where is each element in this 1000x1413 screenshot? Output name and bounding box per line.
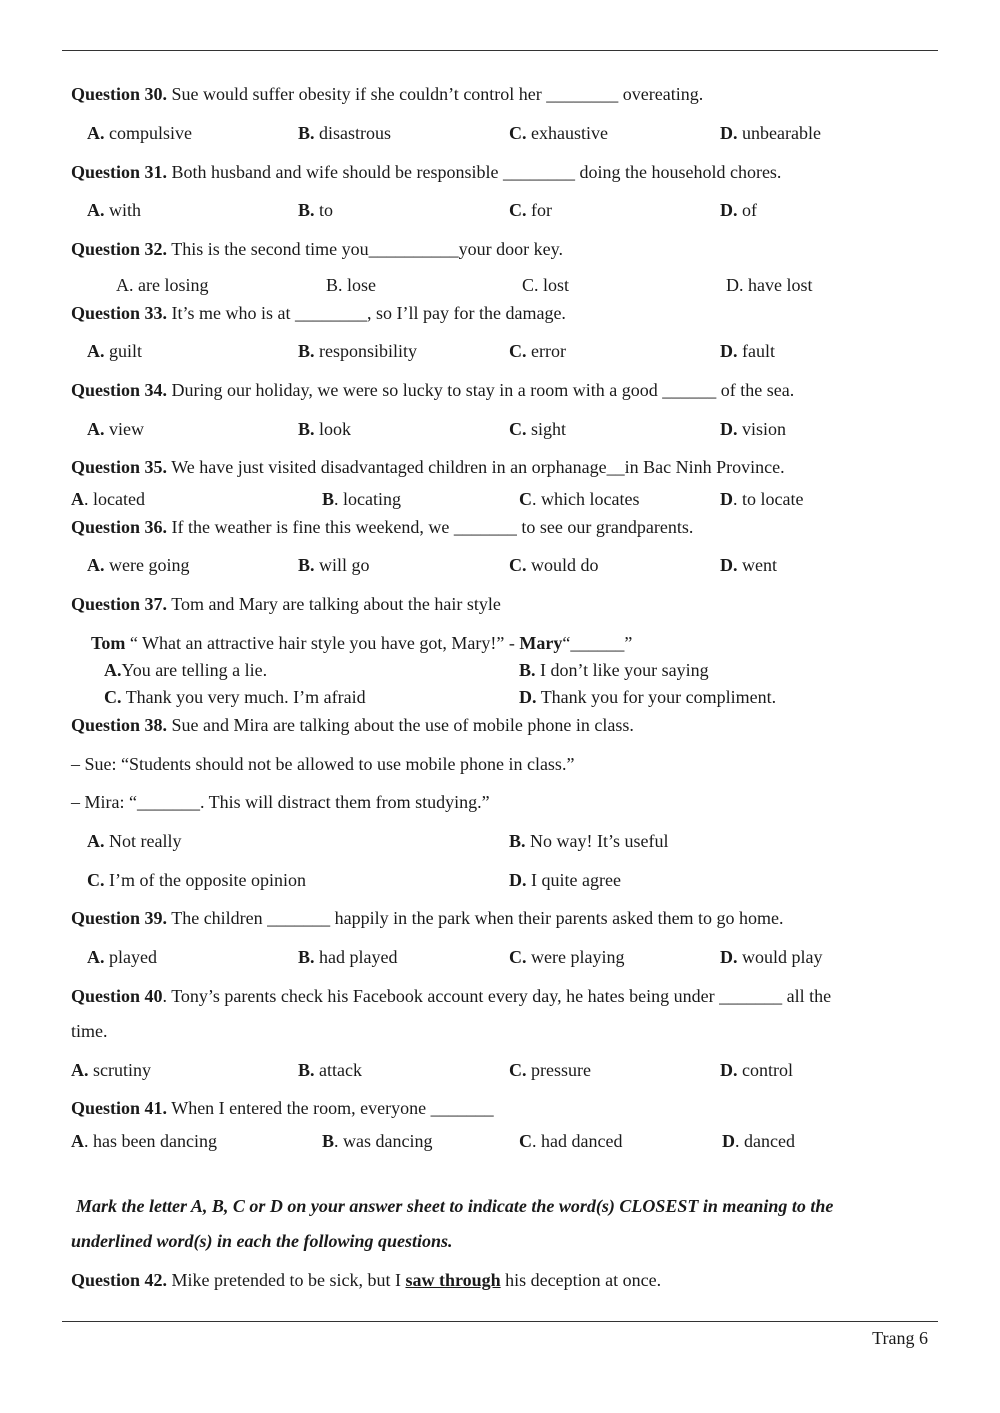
q30-option-b[interactable]: B. disastrous: [298, 123, 392, 143]
q34-option-b[interactable]: B. look: [298, 419, 352, 439]
bottom-rule: [62, 1321, 938, 1322]
q40-option-c[interactable]: C. pressure: [509, 1060, 591, 1080]
q42-underlined-phrase: saw through: [405, 1270, 501, 1290]
question-38: Question 38. Sue and Mira are talking about the use of mobile phone in class.: [71, 715, 634, 735]
q41-option-a[interactable]: A. has been dancing: [71, 1131, 217, 1151]
section-instruction-line2: underlined word(s) in each the following questions.: [71, 1231, 453, 1251]
q33-option-d[interactable]: D. fault: [720, 341, 775, 361]
q34-option-a[interactable]: A. view: [87, 419, 144, 439]
q38-option-a[interactable]: A. Not really: [87, 831, 182, 851]
q37-dialog: Tom “ What an attractive hair style you have got, Mary!” - Mary“______”: [91, 633, 633, 653]
q39-option-b[interactable]: B. had played: [298, 947, 398, 967]
question-30: Question 30. Sue would suffer obesity if she couldn’t control her ________ overeating.: [71, 84, 704, 104]
q30-option-d[interactable]: D. unbearable: [720, 123, 821, 143]
question-37: Question 37. Tom and Mary are talking about the hair style: [71, 594, 501, 614]
q31-option-c[interactable]: C. for: [509, 200, 552, 220]
question-36: Question 36. If the weather is fine this weekend, we _______ to see our grandparents.: [71, 517, 694, 537]
question-31: Question 31. Both husband and wife should be responsible ________ doing the household chores.: [71, 162, 782, 182]
question-40: Question 40. Tony’s parents check his Facebook account every day, he hates being under _______ all the: [71, 986, 832, 1006]
q41-option-b[interactable]: B. was dancing: [322, 1131, 433, 1151]
q36-option-c[interactable]: C. would do: [509, 555, 599, 575]
top-rule: [62, 50, 938, 51]
question-34: Question 34. During our holiday, we were so lucky to stay in a room with a good ______ of the sea.: [71, 380, 795, 400]
q34-option-d[interactable]: D. vision: [720, 419, 787, 439]
q35-option-a[interactable]: A. located: [71, 489, 145, 509]
q37-option-a[interactable]: A.You are telling a lie.: [104, 660, 268, 680]
q38-mira-line: – Mira: “_______. This will distract them from studying.”: [71, 792, 490, 812]
q39-option-c[interactable]: C. were playing: [509, 947, 625, 967]
q40-option-b[interactable]: B. attack: [298, 1060, 362, 1080]
question-35: Question 35. We have just visited disadvantaged children in an orphanage__in Bac Ninh Province.: [71, 457, 785, 477]
q33-option-b[interactable]: B. responsibility: [298, 341, 418, 361]
question-41: Question 41. When I entered the room, everyone _______: [71, 1098, 494, 1118]
section-instruction-line1: Mark the letter A, B, C or D on your answer sheet to indicate the word(s) CLOSEST in meaning to the: [76, 1196, 834, 1216]
q37-option-d[interactable]: D. Thank you for your compliment.: [519, 687, 777, 707]
question-33: Question 33. It’s me who is at ________, so I’ll pay for the damage.: [71, 303, 566, 323]
q31-option-d[interactable]: D. of: [720, 200, 757, 220]
question-40-cont: time.: [71, 1021, 108, 1041]
q36-option-d[interactable]: D. went: [720, 555, 777, 575]
q32-option-b[interactable]: B. lose: [326, 275, 377, 295]
q35-option-b[interactable]: B. locating: [322, 489, 401, 509]
q36-option-a[interactable]: A. were going: [87, 555, 190, 575]
question-39: Question 39. The children _______ happily in the park when their parents asked them to go home.: [71, 908, 784, 928]
q30-option-a[interactable]: A. compulsive: [87, 123, 192, 143]
q31-option-b[interactable]: B. to: [298, 200, 334, 220]
question-42: Question 42. Mike pretended to be sick, but I saw through his deception at once.: [71, 1270, 662, 1290]
q40-option-a[interactable]: A. scrutiny: [71, 1060, 151, 1080]
q41-option-d[interactable]: D. danced: [722, 1131, 795, 1151]
q33-option-c[interactable]: C. error: [509, 341, 566, 361]
q38-sue-line: – Sue: “Students should not be allowed to use mobile phone in class.”: [71, 754, 575, 774]
q34-option-c[interactable]: C. sight: [509, 419, 567, 439]
q39-option-d[interactable]: D. would play: [720, 947, 823, 967]
q37-option-b[interactable]: B. I don’t like your saying: [519, 660, 709, 680]
q38-option-d[interactable]: D. I quite agree: [509, 870, 621, 890]
q36-option-b[interactable]: B. will go: [298, 555, 370, 575]
q35-option-d[interactable]: D. to locate: [720, 489, 804, 509]
q38-option-c[interactable]: C. I’m of the opposite opinion: [87, 870, 306, 890]
q38-option-b[interactable]: B. No way! It’s useful: [509, 831, 669, 851]
q35-option-c[interactable]: C. which locates: [519, 489, 640, 509]
q40-option-d[interactable]: D. control: [720, 1060, 793, 1080]
q39-option-a[interactable]: A. played: [87, 947, 157, 967]
q41-option-c[interactable]: C. had danced: [519, 1131, 623, 1151]
q31-option-a[interactable]: A. with: [87, 200, 142, 220]
q30-option-c[interactable]: C. exhaustive: [509, 123, 608, 143]
q37-option-c[interactable]: C. Thank you very much. I’m afraid: [104, 687, 366, 707]
q32-option-a[interactable]: A. are losing: [116, 275, 209, 295]
q33-option-a[interactable]: A. guilt: [87, 341, 143, 361]
question-32: Question 32. This is the second time you__________your door key.: [71, 239, 563, 259]
q32-option-d[interactable]: D. have lost: [726, 275, 813, 295]
page-number: Trang 6: [872, 1328, 928, 1348]
q32-option-c[interactable]: C. lost: [522, 275, 570, 295]
